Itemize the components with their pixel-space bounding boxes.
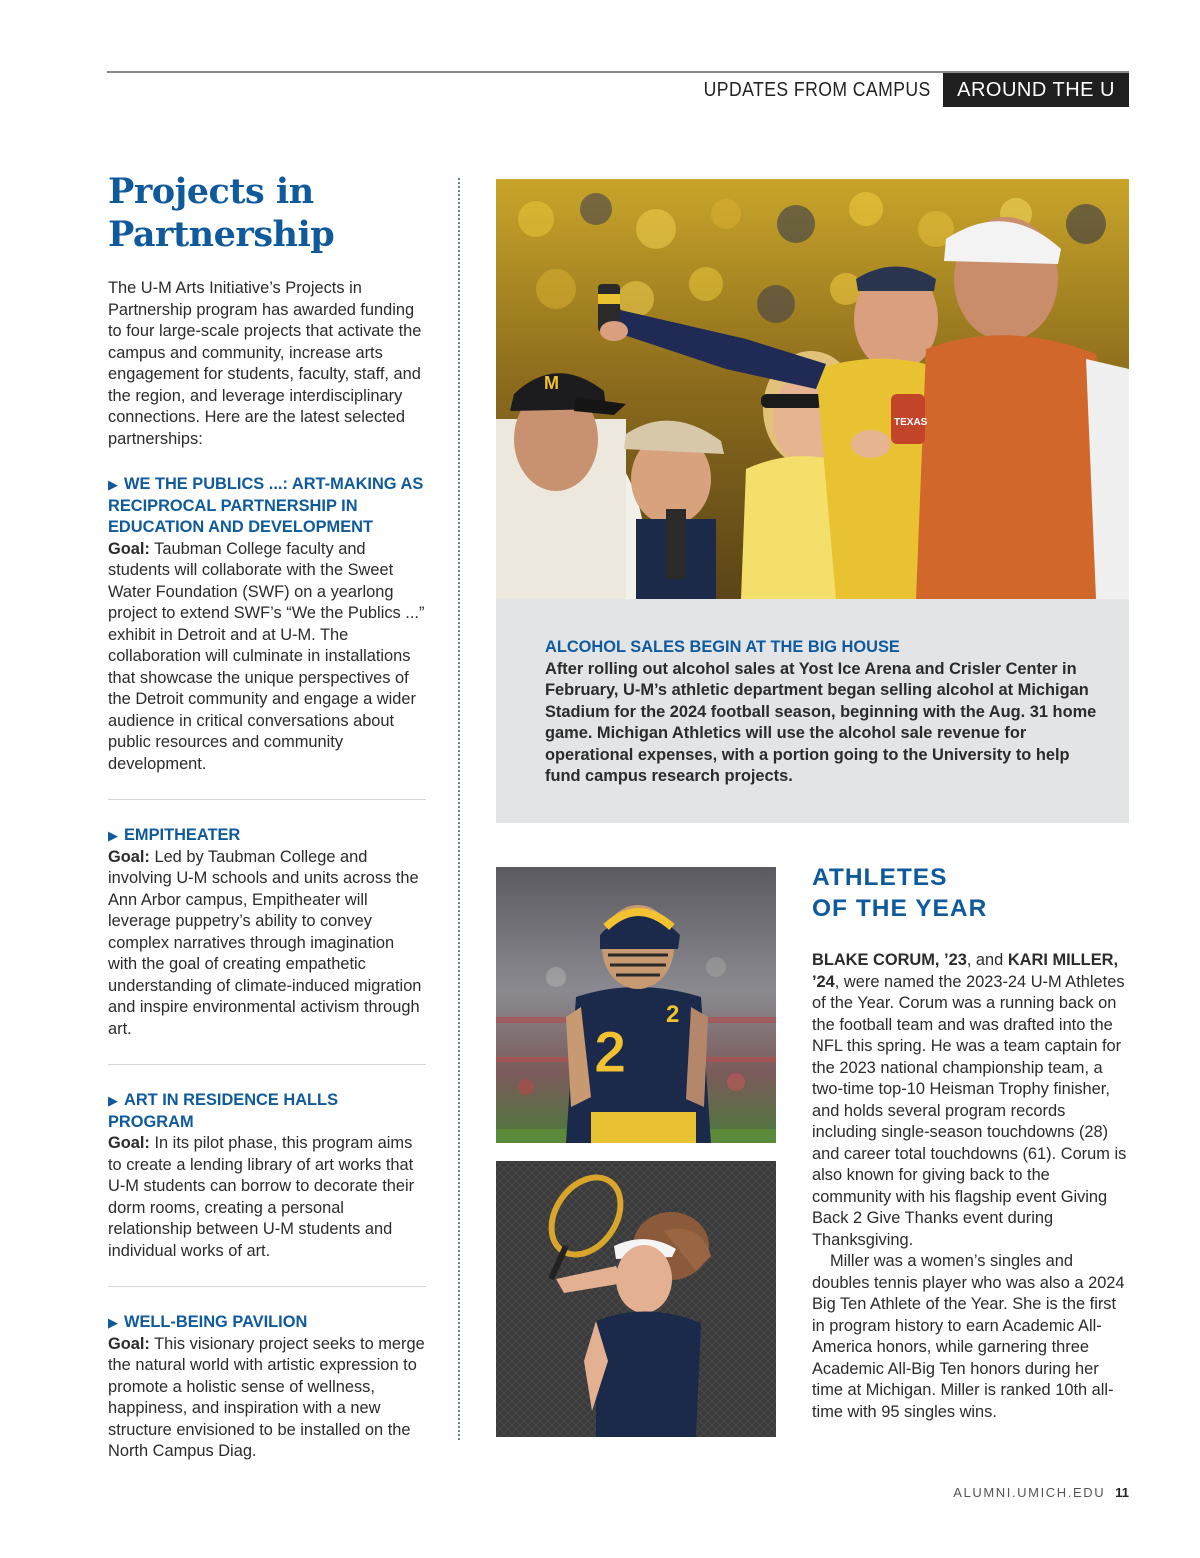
- goal-label: Goal:: [108, 539, 150, 558]
- projects-title-line1: Projects in: [108, 171, 314, 212]
- project-item: [108, 825, 426, 1040]
- project-title: WE THE PUBLICS ...: ART-MAKING AS RECIPROCAL PARTNERSHIP IN EDUCATION AND DEVELOPMENT: [108, 475, 424, 536]
- alcohol-sales-title: ALCOHOL SALES BEGIN AT THE BIG HOUSE: [545, 638, 900, 656]
- athletes-title: [812, 862, 1128, 924]
- project-goal: Taubman College faculty and students will collaborate with the Sweet Water Foundation (SWF) on a yearlong project to extend SWF’s “We the Publics ...” exhibit in Detroit and at U-M. The collaboration will culminate in installations that showcase the unique perspectives of the Detroit community and engage a wider audience in critical conversations about public resources and community development.: [108, 539, 425, 773]
- projects-title-line2: Partnership: [108, 214, 335, 255]
- section-label-around-the-u: AROUND THE U: [943, 73, 1129, 107]
- athletes-paragraph-1: [812, 950, 1128, 1251]
- athletes-title-line2: OF THE YEAR: [812, 895, 988, 922]
- svg-text:M: M: [544, 373, 559, 393]
- athletes-title-line1: ATHLETES: [812, 864, 948, 891]
- athletes-paragraph-2-text: Miller was a women’s singles and doubles tennis player who was also a 2024 Big Ten Athlete of the Year. She is the first in program history to earn Academic All-America honors, while garnering three Academic All-Big Ten honors during her time at Michigan. Miller is ranked 10th all-time with 95 singles wins.: [812, 1252, 1125, 1421]
- project-item: [108, 1312, 426, 1463]
- triangle-bullet-icon: ▶: [108, 477, 118, 492]
- athletes-paragraph-2: [812, 1251, 1128, 1423]
- projects-intro: The U-M Arts Initiative’s Projects in Partnership program has awarded funding to four large-scale projects that activate the campus and community, increase arts engagement for students, faculty, staff, and the region, and leverage interdisciplinary connections. Here are the latest selected partnerships:: [108, 279, 422, 448]
- project-title: WELL-BEING PAVILION: [124, 1313, 308, 1331]
- jersey-number: 2: [594, 1020, 627, 1085]
- projects-column: [108, 170, 426, 1463]
- athletes-joiner: , and: [966, 951, 1008, 969]
- stadium-crowd-photo: [496, 179, 1129, 599]
- footer-site-link[interactable]: ALUMNI.UMICH.EDU: [953, 1485, 1106, 1500]
- athletes-of-the-year: [812, 862, 1128, 1423]
- section-labels: [657, 73, 1129, 107]
- texas-cup-text: TEXAS: [894, 417, 928, 428]
- project-item: [108, 1090, 426, 1262]
- goal-label: Goal:: [108, 847, 150, 866]
- divider: [108, 799, 426, 800]
- goal-label: Goal:: [108, 1334, 150, 1353]
- alcohol-sales-text: After rolling out alcohol sales at Yost Ice Arena and Crisler Center in February, U-M’s athletic department began selling alcohol at Michigan Stadium for the 2024 football season, beginning with the Aug. 31 home game. Michigan Athletics will use the alcohol sale revenue for operational expenses, with a portion going to the University to help fund campus research projects.: [545, 659, 1097, 785]
- section-label-updates: UPDATES FROM CAMPUS: [703, 78, 931, 101]
- project-title: ART IN RESIDENCE HALLS PROGRAM: [108, 1091, 338, 1131]
- page-number: 11: [1115, 1485, 1129, 1500]
- triangle-bullet-icon: ▶: [108, 1315, 118, 1330]
- shoulder-number: 2: [666, 1001, 680, 1028]
- alcohol-sales-box: [496, 599, 1129, 823]
- divider: [108, 1286, 426, 1287]
- athlete-name-corum: BLAKE CORUM, ’23: [812, 951, 967, 969]
- goal-label: Goal:: [108, 1134, 150, 1152]
- page-footer: [953, 1485, 1129, 1500]
- tennis-player-photo: [496, 1161, 776, 1437]
- project-goal: In its pilot phase, this program aims to create a lending library of art works that U-M students can borrow to decorate their dorm rooms, creating a personal relationship between U-M students and individual works of art.: [108, 1134, 415, 1260]
- column-divider: [458, 178, 460, 1440]
- projects-title: [108, 170, 426, 256]
- athlete-name-miller: KARI MILLER, ’24: [812, 951, 1119, 991]
- divider: [108, 1064, 426, 1065]
- project-goal: This visionary project seeks to merge the natural world with artistic expression to promote a holistic sense of wellness, happiness, and inspiration with a new structure envisioned to be installed on the North Campus Diag.: [108, 1334, 425, 1460]
- triangle-bullet-icon: ▶: [108, 1093, 118, 1108]
- project-item: [108, 474, 426, 775]
- project-goal: Led by Taubman College and involving U-M schools and units across the Ann Arbor campus, Empitheater will leverage puppetry’s ability to convey complex narratives through imagination with the goal of creating empathetic understanding of climate-induced migration and inspire environmental activism through art.: [108, 847, 422, 1038]
- athletes-paragraph-1-text: , were named the 2023-24 U-M Athletes of the Year. Corum was a running back on the football team and was drafted into the NFL this spring. He was a team captain for the 2023 national championship team, a two-time top-10 Heisman Trophy finisher, and holds several program records including single-season touchdowns (28) and career total touchdowns (61). Corum is also known for giving back to the community with his flagship event Giving Back 2 Give Thanks event during Thanksgiving.: [812, 972, 1127, 1249]
- project-title: EMPITHEATER: [124, 826, 241, 844]
- triangle-bullet-icon: ▶: [108, 828, 118, 843]
- football-player-photo: [496, 867, 776, 1143]
